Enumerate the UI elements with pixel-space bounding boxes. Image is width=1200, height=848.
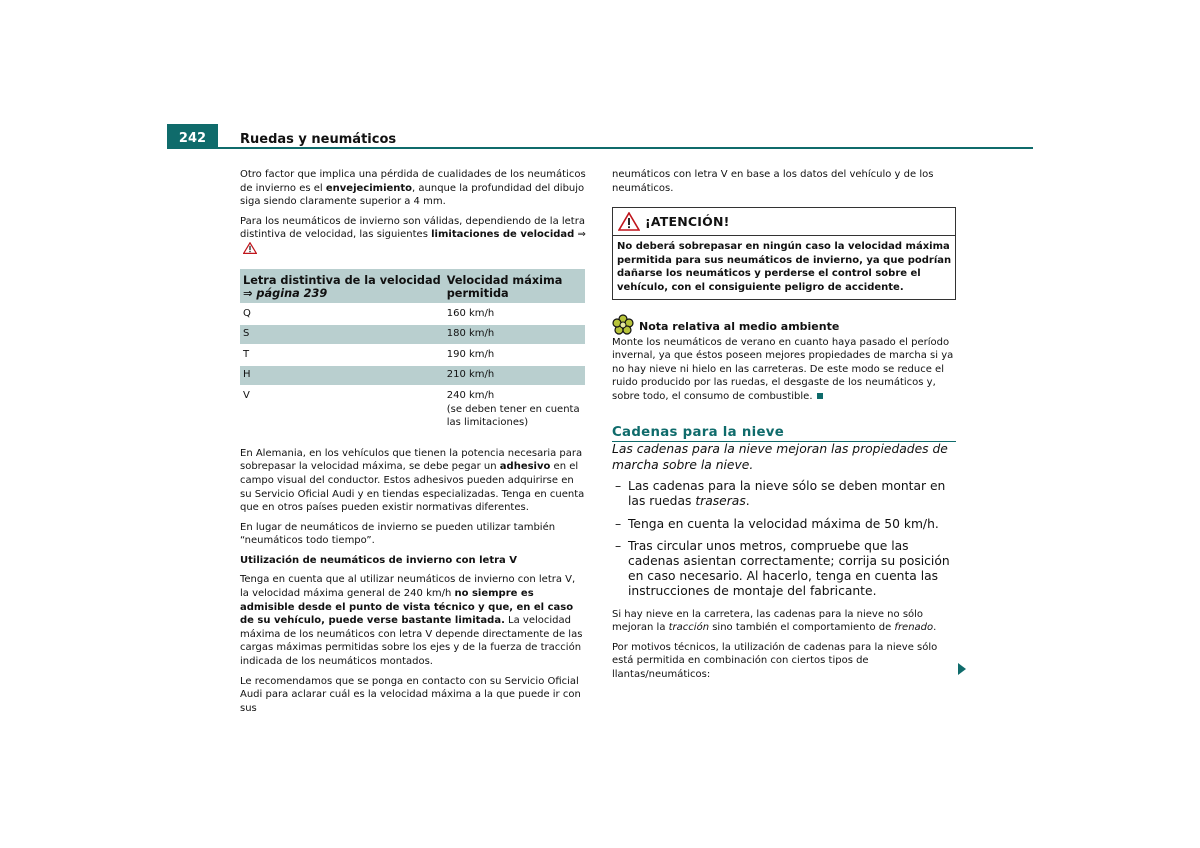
text: Las cadenas para la nieve sólo se deben montar en las ruedas bbox=[628, 479, 946, 509]
emphasis: frenado bbox=[894, 622, 934, 634]
subheading-v-tyres: Utilización de neumáticos de invierno con letra V bbox=[240, 554, 518, 566]
text: Para los neumáticos de invierno son válidas, dependiendo de la letra distintiva de velocidad, las siguientes bbox=[240, 215, 585, 241]
page-link[interactable]: página 239 bbox=[256, 286, 328, 300]
warning-triangle-icon[interactable] bbox=[243, 242, 257, 254]
table-row bbox=[240, 324, 585, 345]
text: En Alemania, en los vehículos que tienen la potencia necesaria para sobrepasar la velocidad máxima, se debe pegar un bbox=[240, 447, 583, 473]
column-header-speed: Velocidad máxima permitida bbox=[444, 269, 585, 304]
emphasis: tracción bbox=[668, 622, 710, 634]
bold-term: envejecimiento bbox=[325, 182, 413, 194]
speed-note: (se deben tener en cuenta las limitaciones) bbox=[446, 403, 580, 429]
table-row bbox=[240, 365, 585, 386]
attention-header bbox=[613, 208, 955, 236]
environment-note-header bbox=[612, 314, 956, 335]
cell-letter: T bbox=[240, 345, 444, 366]
flower-icon bbox=[612, 314, 634, 335]
list-item bbox=[612, 517, 956, 532]
paragraph-traction bbox=[612, 608, 956, 635]
speed-value: 240 km/h bbox=[446, 389, 495, 401]
speed-limits-table bbox=[240, 269, 585, 435]
table-row bbox=[240, 345, 585, 366]
text: Tenga en cuenta la velocidad máxima de 50 km/h. bbox=[628, 516, 939, 531]
attention-text: No deberá sobrepasar en ningún caso la velocidad máxima permitida para sus neumáticos de invierno, ya que podrían dañarse los neumáticos y perderse el control sobre el vehículo, con el consiguiente peligro de accidente. bbox=[617, 241, 952, 293]
text: Monte los neumáticos de verano en cuanto haya pasado el período invernal, ya que éstos poseen mejores propiedades de marcha si ya no hay nieve ni hielo en las carreteras. De este modo se reduce el ruido producido por las ruedas, el desgaste de los neumáticos y, sobre todo, el consumo de combustible. bbox=[612, 336, 954, 402]
next-page-arrow-icon[interactable] bbox=[958, 663, 966, 675]
cell-speed bbox=[444, 386, 585, 434]
bold-term: no siempre es admisible desde el punto de vista técnico y que, en el caso de su vehículo, puede verse bastante limitada. bbox=[240, 588, 574, 627]
table-row bbox=[240, 304, 585, 325]
header-text: Letra distintiva de la velocidad bbox=[243, 273, 441, 287]
left-column bbox=[240, 168, 586, 721]
cell-speed bbox=[444, 365, 585, 386]
paragraph-continued: neumáticos con letra V en base a los datos del vehículo y de los neumáticos. bbox=[612, 169, 934, 194]
right-column bbox=[612, 168, 956, 688]
environment-note-title: Nota relativa al medio ambiente bbox=[639, 320, 840, 334]
header-rule bbox=[167, 147, 1033, 149]
table-header-row bbox=[240, 269, 585, 304]
paragraph-all-season: En lugar de neumáticos de invierno se pueden utilizar también “neumáticos todo tiempo”. bbox=[240, 521, 556, 547]
table-row bbox=[240, 386, 585, 434]
section-title-snow-chains: Cadenas para la nieve bbox=[612, 426, 956, 443]
paragraph-recommendation: Le recomendamos que se ponga en contacto con su Servicio Oficial Audi para aclarar cuál es la velocidad máxima a la que puede ir con sus bbox=[240, 675, 581, 714]
attention-title: ¡ATENCIÓN! bbox=[645, 213, 730, 229]
list-item bbox=[612, 539, 956, 600]
text: Si hay nieve en la carretera, las cadenas para la nieve no sólo mejoran la bbox=[612, 608, 924, 634]
cell-letter: Q bbox=[240, 304, 444, 325]
bold-term: adhesivo bbox=[499, 461, 551, 473]
paragraph-v-tyres bbox=[240, 573, 586, 668]
page-number: 242 bbox=[167, 124, 218, 148]
speed-value: 190 km/h bbox=[446, 348, 495, 360]
cell-speed bbox=[444, 304, 585, 325]
speed-value: 160 km/h bbox=[446, 307, 495, 319]
warning-triangle-icon bbox=[618, 212, 640, 231]
cell-letter: S bbox=[240, 324, 444, 345]
list-item bbox=[612, 479, 956, 509]
attention-box bbox=[612, 207, 956, 299]
text: . bbox=[933, 622, 937, 634]
cell-letter: H bbox=[240, 365, 444, 386]
text: en el campo visual del conductor. Estos adhesivos pueden adquirirse en su Servicio Oficial Audi y en tiendas especializadas. Tenga en cuenta que en otros países pueden existir normativas diferentes. bbox=[240, 461, 585, 514]
cell-speed bbox=[444, 324, 585, 345]
text: Tenga en cuenta que al utilizar neumáticos de invierno con letra V, la velocidad máxima general de 240 km/h bbox=[240, 574, 576, 600]
speed-value: 210 km/h bbox=[446, 369, 495, 381]
text: . bbox=[745, 494, 750, 509]
instruction-list bbox=[612, 479, 956, 599]
text: ⇒ bbox=[574, 229, 586, 241]
cell-speed bbox=[444, 345, 585, 366]
paragraph-aging bbox=[240, 168, 586, 209]
text: La velocidad máxima de los neumáticos con letra V depende directamente de las cargas máximas permitidas sobre los ejes y de la fuerza de tracción indicada de los neumáticos montados. bbox=[240, 615, 583, 668]
text: , aunque la profundidad del dibujo siga siendo claramente superior a 4 mm. bbox=[240, 182, 585, 208]
column-header-letter bbox=[240, 269, 444, 304]
text: Tras circular unos metros, compruebe que las cadenas asientan correctamente; corrija su posición en caso necesario. Al hacerlo, tenga en cuenta las instrucciones de montaje del fabricante. bbox=[628, 538, 950, 599]
end-of-section-marker bbox=[817, 393, 823, 399]
cell-letter: V bbox=[240, 386, 444, 434]
environment-note-text bbox=[612, 336, 956, 404]
arrow: ⇒ bbox=[243, 286, 253, 300]
paragraph-germany bbox=[240, 447, 586, 515]
speed-value: 180 km/h bbox=[446, 328, 495, 340]
page-title: Ruedas y neumáticos bbox=[240, 132, 397, 147]
text: sino también el comportamiento de bbox=[709, 622, 895, 634]
paragraph-limits bbox=[240, 215, 586, 257]
bold-term: limitaciones de velocidad bbox=[431, 229, 575, 241]
paragraph-technical-reasons: Por motivos técnicos, la utilización de cadenas para la nieve sólo está permitida en combinación con ciertos tipos de llantas/neumáticos: bbox=[612, 641, 938, 680]
emphasis: traseras bbox=[695, 494, 746, 509]
section-lead: Las cadenas para la nieve mejoran las propiedades de marcha sobre la nieve. bbox=[612, 442, 948, 472]
text: Otro factor que implica una pérdida de cualidades de los neumáticos de invierno es el bbox=[240, 169, 586, 194]
